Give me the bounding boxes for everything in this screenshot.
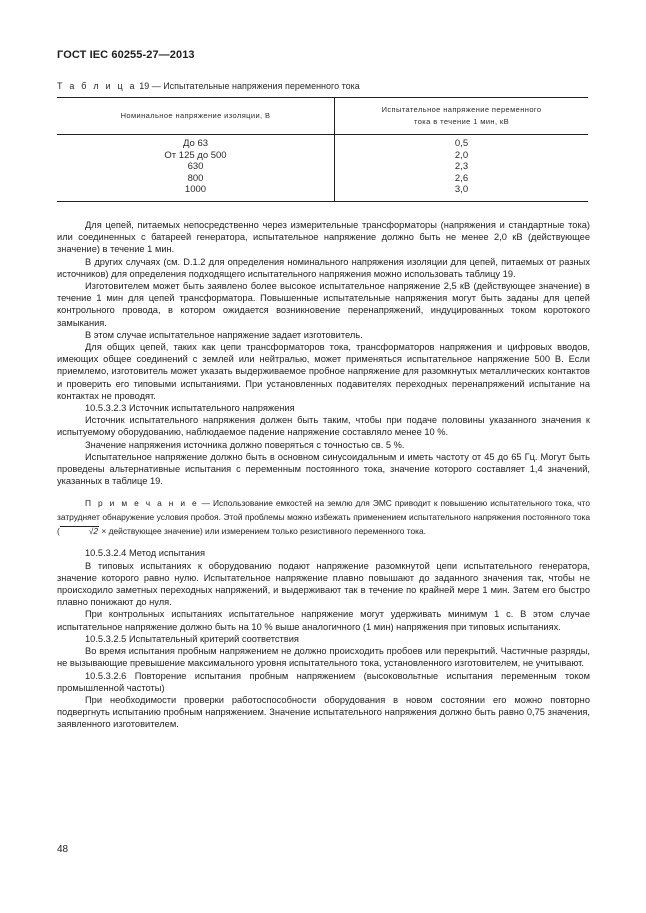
paragraph: Испытательное напряжение должно быть в основном синусоидальным и иметь частоту от 45 до 65 Гц. Могут быть проведены альтернативные испытания с переменным постоянного тока, значение которого составляет 1,4 значений, указанных в таблице 19. xyxy=(57,451,590,487)
note-text: — Использование емкостей на землю для ЭМС приводит к повышению испытательного тока, что затрудняет обнаружение условия пробоя. Этой проблемы можно избежать применением испытательного напряжения постоянного тока ( xyxy=(57,498,590,537)
rated-voltage-value: 1000 xyxy=(184,184,207,195)
test-voltage-cell xyxy=(335,135,589,202)
section-heading: 10.5.3.2.5 Испытательный критерий соответствия xyxy=(85,633,299,644)
test-voltage-value: 3,0 xyxy=(454,184,469,195)
rated-voltage-value: 800 xyxy=(187,172,204,184)
standard-header: ГОСТ IEC 60255-27—2013 xyxy=(57,49,195,61)
note-text-end: × действующее значение) или измерением только резистивного переменного тока. xyxy=(99,526,426,537)
section-heading: 10.5.3.2.3 Источник испытательного напряжения xyxy=(85,403,295,414)
sqrt-symbol: √2 xyxy=(60,526,99,536)
paragraph: Изготовителем может быть заявлено более высокое испытательное напряжение 2,5 кВ (действующее значение) в течение 1 мин для цепей трансформатора. Повышенные испытательные напряжения могут быть заданы для цепей контрольного провода, в котором ожидается возникновение перенапряжений, индуцированных током коротокого замыкания. xyxy=(57,281,590,328)
paragraph: Источник испытательного напряжения должен быть таким, чтобы при подаче половины указанного значения к испытуемому оборудованию, наблюдаемое падение напряжение составляло менее 10 %. xyxy=(57,415,590,438)
paragraph: Для цепей, питаемых непосредственно через измерительные трансформаторы (напряжения и стандартные тока) или соединенных с батареей генератора, испытательное напряжение должно быть не менее 2,0 кВ (действующее значение) в течение 1 мин. xyxy=(57,220,590,255)
rated-voltage-value: До 63 xyxy=(182,138,209,149)
paragraph: Для общих цепей, таких как цепи трансформаторов тока, трансформаторов напряжения и цифровых вводов, имеющих общее соединений с землей или нейтралью, может применяться испытательное напряжение 500 В. Если приемлемо, изготовитель может указать выдерживаемое пробное напряжение для разомкнутых металлических контактов и проверить его типовыми испытаниями. При установленных подавителях переходных перенапряжений испытание на контактах не проводят. xyxy=(57,342,590,401)
section-heading: 10.5.3.2.4 Метод испытания xyxy=(85,548,206,559)
paragraph: В других случаях (см. D.1.2 для определения номинального напряжения изоляции для цепей, питаемых от разных источников) для определения подходящего испытательного напряжения можно использовать таблицу 19. xyxy=(57,256,590,279)
column-header-test-voltage xyxy=(335,98,589,135)
section-heading: 10.5.3.2.6 Повторение испытания пробным напряжением (высоковольтные испытания переменным током промышленной частоты) xyxy=(57,670,590,693)
rated-voltage-value: От 125 до 500 xyxy=(164,149,227,161)
rated-voltage-value: 630 xyxy=(187,161,204,172)
table-row xyxy=(57,135,588,202)
paragraph: Во время испытания пробным напряжением не должно происходить пробоев или перекрытий. Частичные разряды, не вызывающие превышение максимального уровня испытательного тока, установленного изготовителем, не учитывают. xyxy=(57,646,590,669)
test-voltage-value: 2,6 xyxy=(454,172,469,184)
note-label: П р и м е ч а н и е xyxy=(85,498,199,509)
paragraph: В этом случае испытательное напряжение задает изготовитель. xyxy=(85,329,363,340)
document-body xyxy=(57,219,590,731)
note xyxy=(57,496,590,538)
test-voltage-value: 0,5 xyxy=(454,138,469,149)
test-voltage-value: 2,0 xyxy=(454,149,469,161)
table-caption-label: Т а б л и ц а xyxy=(57,81,137,91)
paragraph: При необходимости проверки работоспособности оборудования в новом состоянии его можно повторно подвергнуть испытанию пробным напряжением. Значение испытательного напряжения должно быть равно 0,75 значения, заявленного изготовителем. xyxy=(57,694,590,730)
column-header-rated-voltage: Номинальное напряжение изоляции, В xyxy=(57,98,335,135)
rated-voltage-cell xyxy=(57,135,335,202)
test-voltage-value: 2,3 xyxy=(454,161,469,172)
paragraph: Значение напряжения источника должно поверяться с точностью св. 5 %. xyxy=(85,439,405,450)
table-caption xyxy=(57,81,360,91)
paragraph: В типовых испытаниях к оборудованию подают напряжение разомкнутой цепи испытательного генератора, значение которого равно нулю. Испытательное напряжение плавно повышают до заданного значения так, чтобы не происходило заметных переходных напряжений, и выдерживают так в течение по крайней мере 1 мин. Затем его быстро плавно понижают до нуля. xyxy=(57,560,590,608)
column-header-test-voltage-text: Испытательное напряжение переменного тока в течение 1 мин, кВ xyxy=(381,105,542,126)
table-caption-text: 19 — Испытательные напряжения переменного тока xyxy=(136,81,360,91)
page-number: 48 xyxy=(57,844,69,855)
test-voltage-table xyxy=(57,97,588,202)
paragraph: При контрольных испытаниях испытательное напряжение могут удерживать минимум 1 с. В этом случае испытательное напряжение должно быть на 10 % выше аналогичного (1 мин) напряжения при типовых испытаниях. xyxy=(57,609,590,632)
